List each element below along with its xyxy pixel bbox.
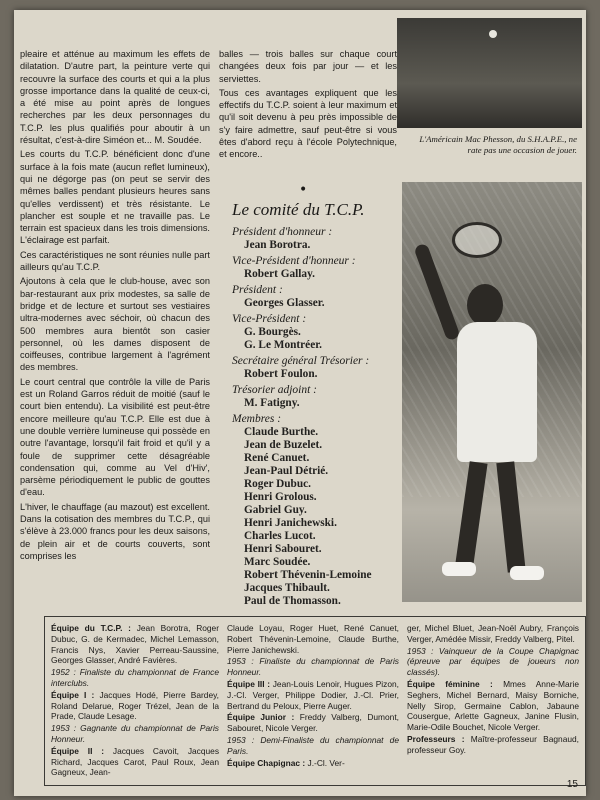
team-label: Équipe Junior : bbox=[227, 712, 295, 723]
tennis-ball-icon bbox=[489, 30, 497, 38]
paragraph: Les courts du T.C.P. bénéficient donc d'une surface à la fois mate (aucun reflet lumineux), qui ne dégorge pas (on peut se servir des mêmes balles pendant plusieurs heures sans qu'elles verdissent) et très résistante. Le plancher est souple et ne travaille pas. Le terrain est spacieux dans les trois dimensions. L'éclairage est parfait. bbox=[20, 149, 210, 246]
paragraph: pleaire et atténue au maximum les effets de dilatation. D'autre part, la peinture verte qui recouvre la surface des courts et qui a la plus grosse importance dans la qualité de ceux-ci, a été mise au point après de longues recherches par les deux personnages du T.C.P. les plus qualifiés pour aboutir à un résultat, c'est-à-dire Siméon et... M. Soudée. bbox=[20, 49, 210, 146]
photo-tennis-player bbox=[402, 182, 582, 602]
team-entry bbox=[227, 735, 399, 757]
paragraph: L'hiver, le chauffage (au mazout) est excellent. Dans la cotisation des membres du T.C.P., qui s'élève à 23.000 francs pour les deux saisons, de plein air et de courts couverts, sont comprises les bbox=[20, 501, 210, 561]
team-label: Équipe du T.C.P. : bbox=[51, 623, 131, 633]
committee-role: Vice-Président d'honneur : bbox=[232, 255, 356, 267]
paragraph: Ajoutons à cela que le club-house, avec son bar-restaurant aux prix modestes, sa salle de bridge et de lecture et surtout ses vestiaires ultra-modernes avec séchoir, où chacun des 500 membres aura bientôt son casier personnel, où les dames disposent de coiffeuses, contribue largement à l'agrément des membres. bbox=[20, 276, 210, 373]
page-number: 15 bbox=[566, 779, 578, 790]
committee-member: Georges Glasser. bbox=[244, 297, 325, 309]
team-label: Professeurs : bbox=[407, 733, 465, 744]
committee-member: Jean de Buzelet. bbox=[244, 439, 323, 451]
team-label: Équipe II : bbox=[51, 745, 105, 756]
team-entry bbox=[227, 712, 399, 734]
teams-box bbox=[44, 616, 586, 786]
committee-member: Roger Dubuc. bbox=[244, 478, 311, 490]
committee-member: Claude Burthe. bbox=[244, 426, 319, 438]
team-text: Maître-professeur Bagnaud, professeur Goy. bbox=[407, 733, 579, 755]
team-text: Jacques Cavoit, Jacques Richard, Jacques Carot, Paul Roux, Jean Gagneux, Jean- bbox=[51, 745, 220, 778]
paragraph: Ces caractéristiques ne sont réunies nulle part ailleurs qu'au T.C.P. bbox=[20, 249, 210, 273]
committee-role: Président d'honneur : bbox=[232, 226, 333, 238]
committee-member: Henri Sabouret. bbox=[244, 543, 322, 555]
team-entry bbox=[227, 758, 399, 769]
team-text: Jean Borotra, Roger Dubuc, G. de Kermadec, Michel Lemasson, Francis Nys, Xavier Perreau-Saussine, Georges Glasser, André Favières. bbox=[51, 623, 220, 666]
team-label: Équipe III : bbox=[227, 678, 271, 689]
team-entry bbox=[407, 623, 579, 645]
committee-member: Paul de Thomasson. bbox=[244, 595, 341, 607]
article-column-1 bbox=[20, 48, 210, 564]
committee-member: Robert Gallay. bbox=[244, 268, 315, 280]
team-label: Équipe féminine : bbox=[407, 678, 493, 689]
committee-role: Vice-Président : bbox=[232, 313, 307, 325]
team-entry bbox=[51, 690, 219, 722]
committee-member: Gabriel Guy. bbox=[244, 504, 307, 516]
team-text: Mmes Anne-Marie Seghers, Michel Bernard, Maisy Borniche, Nelly Sirop, Germaine Cablon, Jabaune Cousergue, Arlette Gagneux, Janine Flusin, Marie-Odile Bouchet, Nicole Verger. bbox=[407, 678, 579, 733]
committee-member: G. Le Montréer. bbox=[244, 339, 323, 351]
teams-column-2 bbox=[227, 623, 399, 769]
committee-role: Trésorier adjoint : bbox=[232, 384, 317, 396]
magazine-page bbox=[14, 10, 586, 796]
committee-role: Secrétaire général Trésorier : bbox=[232, 355, 370, 367]
team-text: J.-Cl. Ver- bbox=[305, 757, 345, 768]
section-dot: • bbox=[299, 182, 308, 198]
team-label: Équipe Chapignac : bbox=[227, 757, 306, 768]
committee-role: Membres : bbox=[232, 413, 282, 425]
committee-member: Robert Foulon. bbox=[244, 368, 318, 380]
team-text: 1953 : Gagnante du championnat de Paris Honneur. bbox=[51, 723, 219, 744]
teams-column-1 bbox=[51, 623, 219, 779]
team-entry bbox=[227, 656, 399, 678]
team-entry bbox=[51, 667, 219, 689]
team-text: ger, Michel Bluet, Jean-Noël Aubry, François Verger, Amédée Missir, Freddy Valberg, Pitel. bbox=[407, 623, 579, 644]
committee-member: Henri Janichewski. bbox=[244, 517, 337, 529]
team-text: Claude Loyau, Roger Huet, René Canuet, Robert Thévenin-Lemoine, Claude Burthe, Pierre Janichewski. bbox=[227, 623, 399, 655]
team-entry bbox=[51, 746, 219, 778]
committee-member: Marc Soudée. bbox=[244, 556, 311, 568]
article-column-2 bbox=[219, 48, 397, 163]
committee-role: Président : bbox=[232, 284, 283, 296]
team-text: 1953 : Finaliste du championnat de Paris Honneur. bbox=[227, 656, 399, 678]
team-label: Équipe I : bbox=[51, 689, 95, 700]
committee-title: Le comité du T.C.P. bbox=[232, 200, 365, 219]
committee-member: Robert Thévenin-Lemoine bbox=[244, 569, 372, 581]
committee-member: G. Bourgès. bbox=[244, 326, 301, 338]
team-text: 1953 : Vainqueur de la Coupe Chapignac (épreuve par équipes de joueurs non classés). bbox=[407, 645, 579, 678]
team-text: Freddy Valberg, Dumont, Sabouret, Nicole Verger. bbox=[227, 712, 399, 734]
committee-member: René Canuet. bbox=[244, 452, 310, 464]
teams-column-3 bbox=[407, 623, 579, 757]
committee-member: Jacques Thibault. bbox=[244, 582, 330, 594]
team-entry bbox=[227, 679, 399, 711]
team-text: 1953 : Demi-Finaliste du championnat de Paris. bbox=[227, 734, 399, 756]
team-text: Jacques Hodé, Pierre Bardey, Roland Delarue, Roger Trézel, Jean de la Prade, Claude Lesage. bbox=[51, 689, 219, 722]
paragraph: Tous ces avantages expliquent que les effectifs du T.C.P. soient à leur maximum et qu'il soit devenu à peu près impossible de s'y faire admettre, sauf peut-être si vous êtes d'abord reçu à l'école Polytechnique, et encore.. bbox=[219, 87, 397, 160]
committee-member: Henri Grolous. bbox=[244, 491, 317, 503]
racket-icon bbox=[452, 222, 502, 258]
team-text: Jean-Louis Lenoir, Hugues Pizon, J.-Cl. Verger, Philippe Dodier, J.-Cl. Prier, Bertrand du Peloux, Pierre Auger. bbox=[227, 678, 399, 711]
committee-member: M. Fatigny. bbox=[244, 397, 300, 409]
committee-member: Jean Borotra. bbox=[244, 239, 311, 251]
photo-caption: L'Américain Mac Phesson, du S.H.A.P.E., ne rate pas une occasion de jouer. bbox=[419, 134, 577, 155]
committee-groups bbox=[232, 226, 407, 608]
committee-member: Charles Lucot. bbox=[244, 530, 316, 542]
committee-member: Jean-Paul Détrié. bbox=[244, 465, 329, 477]
team-entry bbox=[407, 679, 579, 733]
paragraph: Le court central que contrôle la ville de Paris est un Roland Garros réduit de moitié (sauf le court bien entendu). La visibilité est peut-être encore meilleure qu'au T.C.P. Elle est due à une double verrière lumineuse qui possède en outre l'avantage, lorsqu'il fait froid et qu'il y a foule de supprimer cette désagréable condensation qui, comme au Vel d'Hiv', parsème périodiquement le public de gouttes d'eau. bbox=[20, 376, 210, 498]
team-entry bbox=[51, 723, 219, 745]
team-text: 1952 : Finaliste du championnat de France interclubs. bbox=[51, 667, 219, 688]
team-entry bbox=[407, 646, 579, 678]
committee-list bbox=[232, 200, 407, 608]
team-entry bbox=[227, 623, 399, 655]
paragraph: balles — trois balles sur chaque court changées deux fois par jour — et les serviettes. bbox=[219, 49, 397, 84]
team-entry bbox=[407, 734, 579, 756]
photo-tennis-ball bbox=[397, 18, 582, 128]
team-entry bbox=[51, 623, 219, 666]
